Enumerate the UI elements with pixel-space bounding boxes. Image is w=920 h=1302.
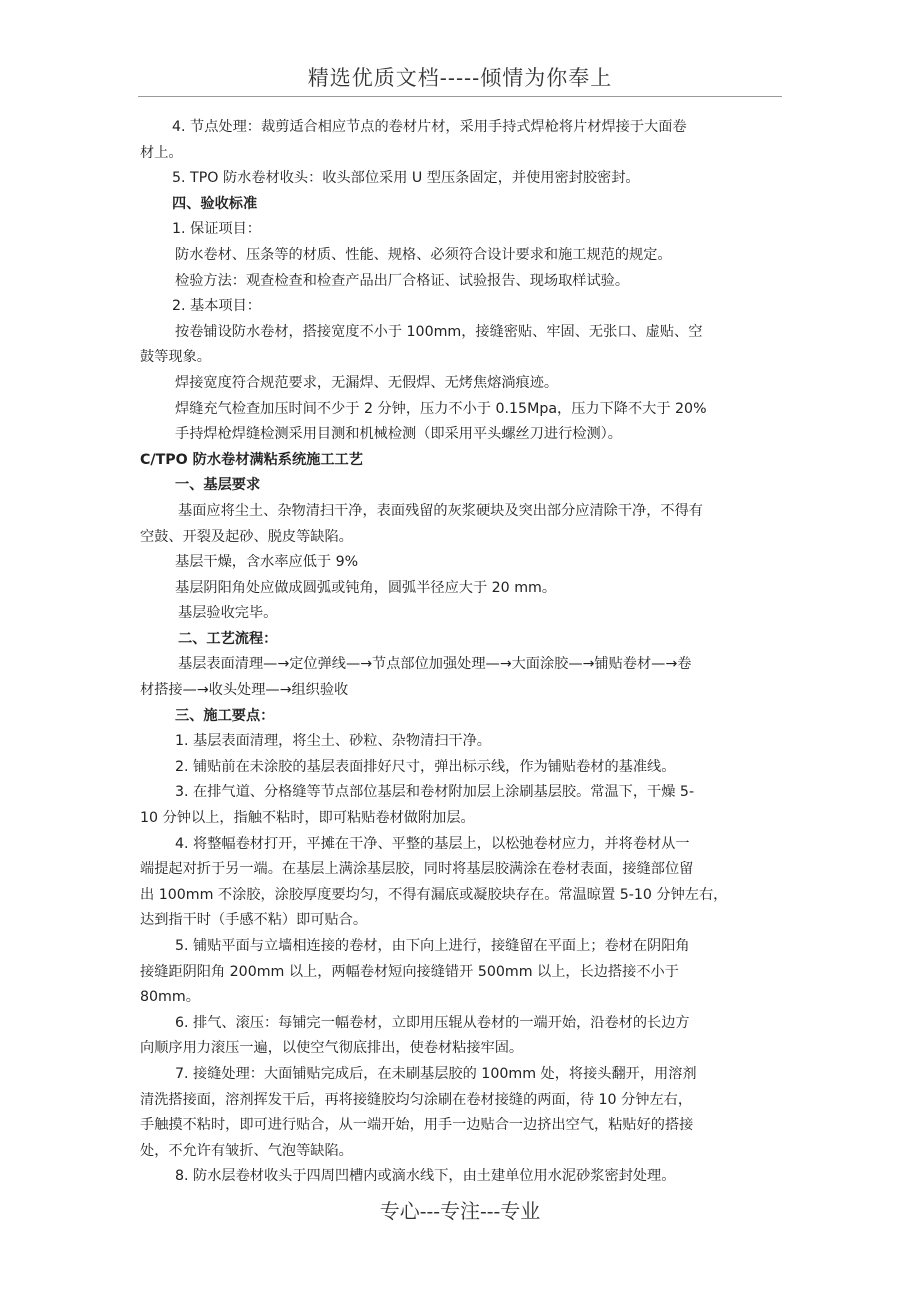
document-body bbox=[140, 115, 782, 1190]
subsection-heading-base: 一、基层要求 bbox=[175, 477, 261, 494]
subsection-heading-key-points: 三、施工要点： bbox=[175, 707, 275, 724]
paragraph-line: 4. 将整幅卷材打开，平摊在干净、平整的基层上，以松弛卷材应力，并将卷材从一 bbox=[175, 835, 690, 852]
basic-items-heading: 2. 基本项目： bbox=[172, 298, 261, 315]
paragraph-line: 端提起对折于另一端。在基层上满涂基层胶，同时将基层胶满涂在卷材表面，接缝部位留 bbox=[140, 861, 694, 878]
section-heading-acceptance: 四、验收标准 bbox=[172, 195, 258, 212]
paragraph-line: 手触摸不粘时，即可进行贴合，从一端开始，用手一边贴合一边挤出空气，粘贴好的搭接 bbox=[140, 1117, 694, 1134]
paragraph-line: 焊缝充气检查加压时间不少于 2 分钟，压力不小于 0.15Mpa，压力下降不大于 20% bbox=[175, 400, 707, 417]
paragraph-line: 7. 接缝处理：大面铺贴完成后，在未刷基层胶的 100mm 处，将接头翻开，用溶剂 bbox=[175, 1065, 697, 1082]
paragraph-line: 2. 铺贴前在未涂胶的基层表面排好尺寸，弹出标示线，作为铺贴卷材的基准线。 bbox=[175, 758, 676, 775]
paragraph-line: 向顺序用力滚压一遍，以使空气彻底排出，使卷材粘接牢固。 bbox=[140, 1040, 524, 1057]
paragraph-line: 鼓等现象。 bbox=[140, 349, 211, 366]
paragraph-line: 3. 在排气道、分格缝等节点部位基层和卷材附加层上涂刷基层胶。常温下，干燥 5- bbox=[175, 784, 695, 801]
header-divider bbox=[138, 96, 782, 97]
paragraph-line: 接缝距阴阳角 200mm 以上，两幅卷材短向接缝错开 500mm 以上，长边搭接不小于 bbox=[140, 963, 679, 980]
step-4-line-2: 材上。 bbox=[140, 144, 183, 161]
paragraph-line: 80mm。 bbox=[140, 989, 200, 1006]
paragraph-line: 基面应将尘土、杂物清扫干净，表面残留的灰浆硬块及突出部分应清除干净，不得有 bbox=[178, 502, 703, 519]
paragraph-line: 5. 铺贴平面与立墙相连接的卷材，由下向上进行，接缝留在平面上；卷材在阴阳角 bbox=[175, 938, 690, 954]
process-flow-line-1: 基层表面清理—→定位弹线—→节点部位加强处理—→大面涂胶—→铺贴卷材—→卷 bbox=[178, 656, 692, 673]
paragraph-line: 8. 防水层卷材收头于四周凹槽内或滴水线下，由土建单位用水泥砂浆密封处理。 bbox=[175, 1168, 676, 1185]
paragraph-line: 出 100mm 不涂胶，涂胶厚度要均匀，不得有漏底或凝胶块存在。常温晾置 5-10 分钟左右， bbox=[140, 886, 728, 903]
paragraph-line: 基层验收完毕。 bbox=[178, 605, 278, 622]
paragraph-line: 按卷铺设防水卷材，搭接宽度不小于 100mm，接缝密贴、牢固、无张口、虚贴、空 bbox=[175, 323, 703, 340]
paragraph-line: 基层干燥，含水率应低于 9% bbox=[175, 554, 359, 571]
paragraph-line: 手持焊枪焊缝检测采用目测和机械检测（即采用平头螺丝刀进行检测）。 bbox=[175, 426, 622, 443]
paragraph-line: 焊接宽度符合规范要求，无漏焊、无假焊、无烤焦熔淌痕迹。 bbox=[175, 374, 559, 391]
subsection-heading-process: 二、工艺流程： bbox=[178, 630, 278, 647]
header-title: 精选优质文档-----倾情为你奉上 bbox=[307, 66, 613, 90]
paragraph-line: 检验方法：观查检查和检查产品出厂合格证、试验报告、现场取样试验。 bbox=[175, 272, 630, 289]
step-5-line: 5. TPO 防水卷材收头：收头部位采用 U 型压条固定，并使用密封胶密封。 bbox=[172, 170, 640, 187]
step-4-line-1: 4. 节点处理：裁剪适合相应节点的卷材片材，采用手持式焊枪将片材焊接于大面卷 bbox=[172, 119, 687, 135]
paragraph-line: 基层阴阳角处应做成圆弧或钝角，圆弧半径应大于 20 mm。 bbox=[175, 579, 557, 596]
paragraph-line: 清洗搭接面，溶剂挥发干后，再将接缝胶均匀涂刷在卷材接缝的两面，待 10 分钟左右， bbox=[140, 1091, 693, 1108]
paragraph-line: 处，不允许有皱折、气泡等缺陷。 bbox=[140, 1142, 353, 1159]
paragraph-line: 防水卷材、压条等的材质、性能、规格、必须符合设计要求和施工规范的规定。 bbox=[175, 246, 672, 263]
section-title-ctpo: C/TPO 防水卷材满粘系统施工工艺 bbox=[140, 451, 363, 468]
process-flow-line-2: 材搭接—→收头处理—→组织验收 bbox=[140, 682, 349, 699]
paragraph-line: 达到指干时（手感不粘）即可贴合。 bbox=[140, 912, 368, 929]
paragraph-line: 6. 排气、滚压：每铺完一幅卷材，立即用压辊从卷材的一端开始，沿卷材的长边方 bbox=[175, 1014, 690, 1031]
paragraph-line: 10 分钟以上，指触不粘时，即可粘贴卷材做附加层。 bbox=[140, 810, 475, 827]
guarantee-items-heading: 1. 保证项目： bbox=[172, 221, 261, 238]
footer-text: 专心---专注---专业 bbox=[379, 1199, 541, 1223]
paragraph-line: 1. 基层表面清理，将尘土、砂粒、杂物清扫干净。 bbox=[175, 733, 491, 750]
paragraph-line: 空鼓、开裂及起砂、脱皮等缺陷。 bbox=[140, 528, 353, 545]
